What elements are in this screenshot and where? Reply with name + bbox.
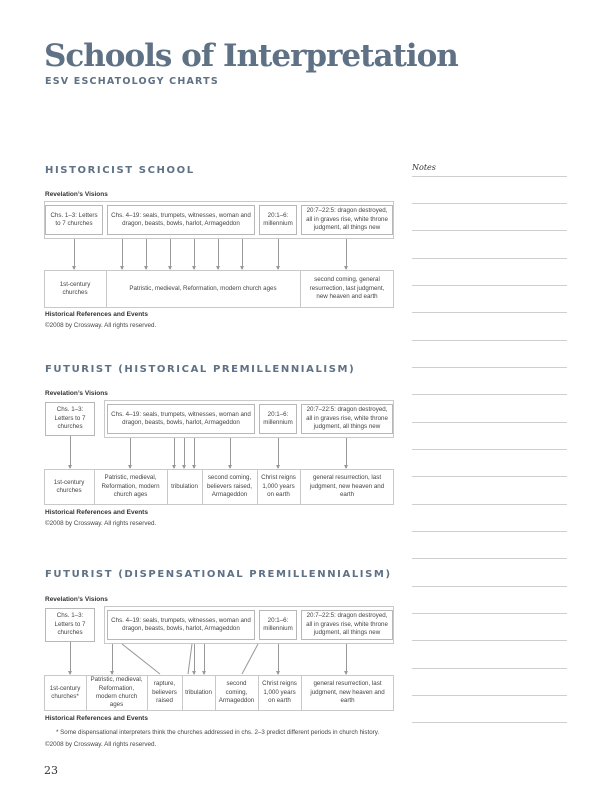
notes-line	[412, 176, 567, 177]
notes-line	[412, 476, 567, 477]
vision-box: 20:7–22:5: dragon destroyed, all in graves rise, white throne judgment, all things new	[301, 205, 393, 235]
event-box: general resurrection, last judgment, new heaven and earth	[301, 676, 393, 710]
notes-line	[412, 422, 567, 423]
event-box: 1st-century churches*	[45, 676, 85, 710]
visions-label: Revelation’s Visions	[45, 191, 108, 198]
diagonal-arrows	[120, 644, 260, 676]
notes-line	[412, 531, 567, 532]
event-box: Patristic, medieval, Reformation, modern church ages	[86, 676, 146, 710]
notes-line	[412, 504, 567, 505]
arrow	[278, 438, 279, 468]
page-number: 23	[44, 764, 58, 777]
vision-box: 20:1–6: millennium	[259, 404, 297, 434]
vision-box: 20:1–6: millennium	[259, 610, 297, 640]
arrow	[194, 438, 195, 468]
page-title: Schools of Interpretation	[44, 38, 458, 74]
arrow	[70, 642, 71, 674]
arrow	[170, 239, 171, 269]
event-box: Christ reigns 1,000 years on earth	[257, 470, 299, 504]
notes-line	[412, 340, 567, 341]
event-box: second coming, believers raised, Armageddon	[202, 470, 256, 504]
visions-label: Revelation’s Visions	[45, 390, 108, 397]
event-box: second coming, Armageddon	[215, 676, 257, 710]
vision-box: Chs. 1–3: Letters to 7 churches	[45, 205, 103, 235]
notes-line	[412, 449, 567, 450]
vision-box: Chs. 1–3: Letters to 7 churches	[45, 608, 95, 642]
diagonal-arrow	[242, 644, 258, 674]
event-box: general resurrection, last judgment, new heaven and earth	[300, 470, 393, 504]
arrow	[278, 644, 279, 674]
vision-box: Chs. 4–19: seals, trumpets, witnesses, woman and dragon, beasts, bowls, harlot, Armageddon	[107, 205, 255, 235]
notes-line	[412, 203, 567, 204]
notes-line	[412, 722, 567, 723]
arrow	[194, 239, 195, 269]
vision-box: Chs. 1–3: Letters to 7 churches	[45, 402, 95, 436]
arrow	[218, 239, 219, 269]
vision-box: 20:7–22:5: dragon destroyed, all in graves rise, white throne judgment, all things new	[301, 610, 393, 640]
notes-line	[412, 695, 567, 696]
event-box: second coming, general resurrection, last judgment, new heaven and earth	[300, 271, 393, 307]
vision-box: Chs. 4–19: seals, trumpets, witnesses, woman and dragon, beasts, bowls, harlot, Armageddon	[107, 404, 255, 434]
vision-box: Chs. 4–19: seals, trumpets, witnesses, woman and dragon, beasts, bowls, harlot, Armageddon	[107, 610, 255, 640]
events-label: Historical References and Events	[45, 509, 148, 516]
diagonal-arrow	[122, 644, 160, 674]
events-label: Historical References and Events	[45, 311, 148, 318]
notes-line	[412, 613, 567, 614]
notes-line	[412, 258, 567, 259]
vision-box: 20:7–22:5: dragon destroyed, all in graves rise, white throne judgment, all things new	[301, 404, 393, 434]
notes-line	[412, 230, 567, 231]
copyright: ©2008 by Crossway. All rights reserved.	[45, 520, 157, 527]
arrow	[278, 239, 279, 269]
arrow	[130, 438, 131, 468]
events-label: Historical References and Events	[45, 715, 148, 722]
event-box: tribulation	[167, 470, 201, 504]
section-heading: HISTORICIST SCHOOL	[45, 165, 195, 176]
footnote: * Some dispensational interpreters think the churches addressed in chs. 2–3 predict different periods in church history.	[56, 729, 380, 736]
vision-box: 20:1–6: millennium	[259, 205, 297, 235]
notes-line	[412, 285, 567, 286]
arrow	[346, 644, 347, 674]
visions-label: Revelation’s Visions	[45, 596, 108, 603]
arrow	[122, 239, 123, 269]
arrow	[346, 438, 347, 468]
event-box: Patristic, medieval, Reformation, modern church ages	[106, 271, 299, 307]
diagonal-arrow	[188, 644, 192, 674]
notes-line	[412, 558, 567, 559]
event-box: tribulation	[182, 676, 214, 710]
notes-line	[412, 394, 567, 395]
arrow	[70, 436, 71, 468]
notes-line	[412, 367, 567, 368]
event-box: Christ reigns 1,000 years on earth	[258, 676, 300, 710]
notes-line	[412, 640, 567, 641]
copyright: ©2008 by Crossway. All rights reserved.	[45, 322, 157, 329]
arrow	[74, 239, 75, 269]
arrow	[346, 239, 347, 269]
arrow	[174, 438, 175, 468]
notes-title: Notes	[412, 163, 436, 172]
notes-line	[412, 586, 567, 587]
arrow	[146, 239, 147, 269]
arrow	[112, 644, 113, 674]
notes-line	[412, 668, 567, 669]
event-box: Patristic, medieval, Reformation, modern church ages	[94, 470, 166, 504]
page-subtitle: ESV ESCHATOLOGY CHARTS	[45, 76, 219, 87]
arrow	[184, 438, 185, 468]
section-heading: FUTURIST (DISPENSATIONAL PREMILLENNIALISM)	[45, 569, 392, 580]
arrow	[242, 239, 243, 269]
copyright: ©2008 by Crossway. All rights reserved.	[45, 741, 157, 748]
event-box: 1st-century churches	[45, 470, 93, 504]
event-box: 1st-century churches	[45, 271, 105, 307]
event-box: rapture, believers raised	[147, 676, 181, 710]
arrow	[230, 438, 231, 468]
notes-line	[412, 312, 567, 313]
section-heading: FUTURIST (HISTORICAL PREMILLENNIALISM)	[45, 364, 356, 375]
